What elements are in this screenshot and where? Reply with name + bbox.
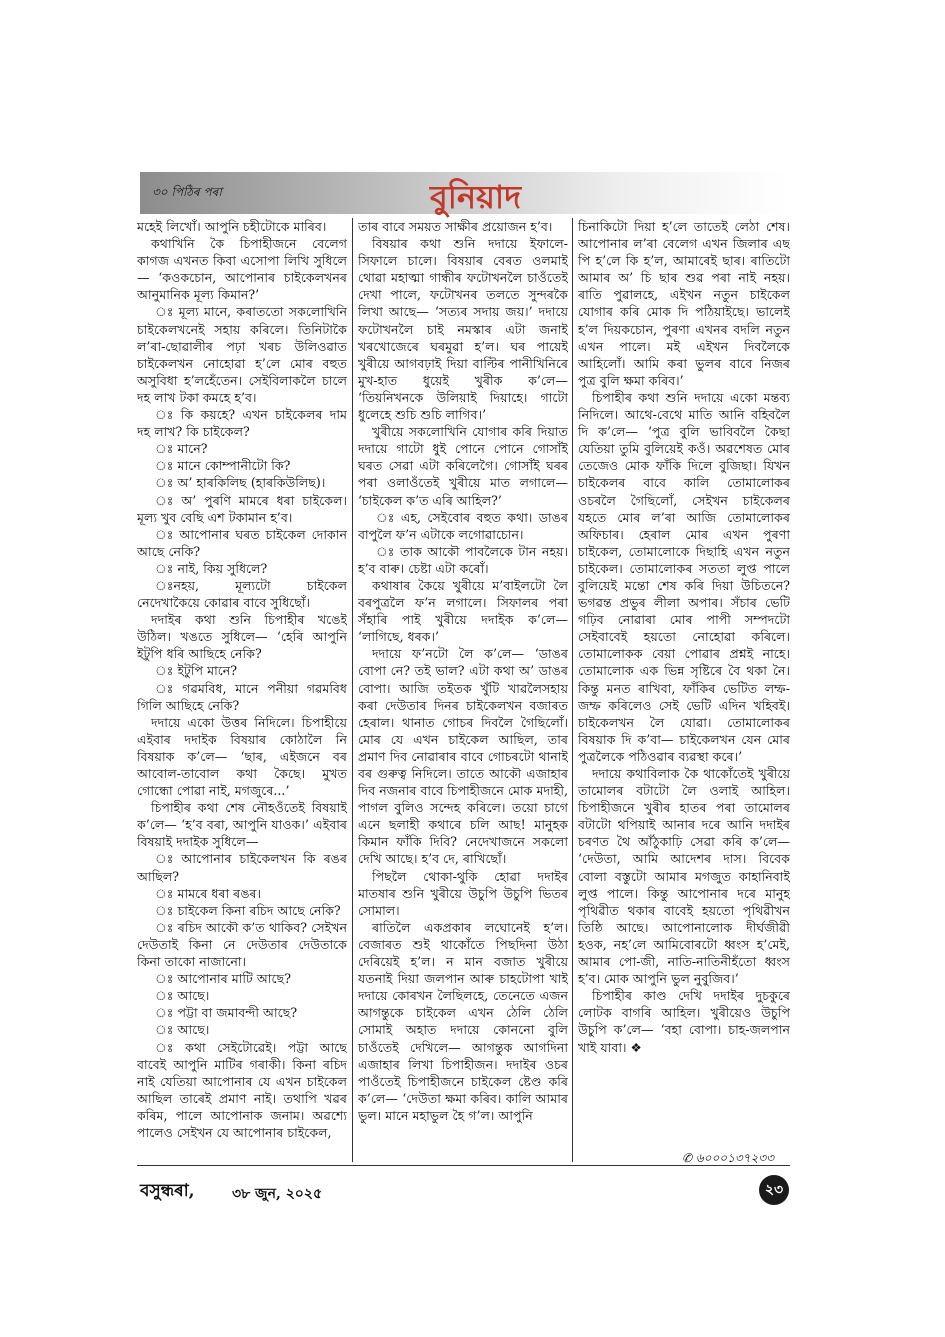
issue-date: ৩৮ জুন, ২০২৫ [232,1186,323,1202]
paragraph: ঃ আপোনাৰ ঘৰত চাইকেল দোকান আছে নেকি? [137,526,347,559]
paragraph: ঃ ৰচিদ আকৌ ক’ত থাকিব? সেইখন দেউতাই কিনা নে দেউতাৰ দেউতাকে কিনা তাকো নাজানো। [137,919,347,970]
paragraph: ঃ আপোনাৰ মাটি আছে? [155,971,291,987]
paragraph: পিছলৈ থোকা-থুকি হোৱা দদাইৰ মাতষাৰ শুনি খুৰীয়ে উচুপি উচুপি ভিতৰ সোমাল। [358,868,568,918]
magazine-name: বসুন্ধৰা, [140,1181,195,1201]
paragraph: দদাইৰ কথা শুনি চিপাহীৰ খঙেই উঠিল। খঙতে সুধিলে— ‘হেৰি আপুনি ইটুপি ধৰি আছিহে নেকি? [137,612,347,662]
paragraph: বিষয়াৰ কথা শুনি দদায়ে ইফালে-সিফালে চালে। বিষয়াৰ বেৰত ওলমাই থোৱা মহাত্মা গান্ধীৰ ফটোখনলৈ চাওঁতেই দেখা পালে, ফটোখনৰ তলতে সুন্দৰকৈ লিখা আছে— ‘সত্যৰ সদায় জয়।’ দদায়ে ফটোখনলৈ চাই নমস্কাৰ এটা জনাই খৰখোজেৰে ঘৰমুৱা হ’ল। ঘৰ পায়েই খুৰীয়ে আগবঢ়াই দিয়া বাল্টিৰ পানীখিনিৰে মুখ-হাত ধুয়েই খুৰীক ক’লে— ‘তিয়নিখনকে উলিয়াই দিয়াহে। গাটো ধুলেহে শুচি শুচি লাগিব।’ [358,236,568,423]
paragraph: ঃ কি কয়হে? এখন চাইকেলৰ দাম দহ লাখ? কি চাইকেল? [137,407,347,440]
paragraph: ঃ তাক আকৌ পাবলৈকে টান নহয়। হ’ব বাৰু। চেষ্টা এটা কৰোঁ। [358,543,568,576]
paragraph: ঃ পট্টা বা জমাবন্দী আছে? [155,1005,298,1021]
continued-from-label: ৩০ পিঠিৰ পৰা [152,185,222,199]
paragraph: কথাষাৰ কৈয়ে খুৰীয়ে ম’বাইলটো লৈ বৰপুত্ৰলৈ ফ’ন লগালে। সিফালৰ পৰা সঁহাৰি পাই খুৰীয়ে দদাইক ক’লে— ‘লাগিছে, ধৰক।’ [358,577,568,645]
paragraph: ঃ মামৰে ধৰা ৰঙৰ। [155,885,262,901]
paragraph: মহেই লিখোঁ। আপুনি চহীটোকে মাৰিব। [137,219,327,234]
paragraph: ঃ মানে? [155,441,208,457]
paragraph: ঃ এহ, সেইবোৰ বহুত কথা। ডাঙৰ বাপুলৈ ফ’ন এটাকে লগোৱাচোন। [358,509,568,542]
paragraph: খুৰীয়ে সকলোখিনি যোগাৰ কৰি দিয়াত দদায়ে গাটো ধুই পোনে পোনে গোসাঁই ঘৰত সেৱা এটা কৰিলেগৈ। গোসাঁই ঘৰৰ পৰা ওলাওঁতেই খুৰীয়ে মাত লগালে— ‘চাইকেল ক’ত এৰি আহিল?’ [358,424,568,508]
text-column-2 [358,218,568,1163]
paragraph: তাৰ বাবে সময়ত সাক্ষীৰ প্ৰয়োজন হ’ব। [358,219,553,234]
paragraph: দদায়ে কথাবিলাক কৈ থাকোঁতেই খুৰীয়ে তামোলৰ বটাটো লৈ ওলাই আহিল। চিপাহীজনে খুৰীৰ হাতৰ পৰা তামোলৰ বটাটো থপিয়াই আনাৰ দৰে আনি দদাইৰ চৰণত থৈ আঁঠুকাঢ়ি সেৱা কৰি ক’লে— ‘দেউতা, আমি আদেশৰ দাস। বিবেক বোলা বস্তুটো আমাৰ মগজুত কাহানিবাই লুপ্ত পালে। কিন্তু আপোনাৰ দৰে মানুহ পৃথিৱীত থকাৰ বাবেই হয়তো পৃথিৱীখন তিষ্ঠি আছে। আপোনালোক দীৰ্ঘজীৱী হওক, নহ’লে আমিবোৰটো ধ্বংস হ’মেই, আমাৰ পো-জী, নাতি-নাতিনীহঁতো ধ্বংস হ’ব। মোক আপুনি ভুল নুবুজিব।’ [578,766,790,987]
paragraph: ৰাতিলৈ একপ্ৰকাৰ লঘোনেই হ’ল। বেজাৰত শুই থাকোঁতে পিছদিনা উঠা দেৰিয়েই হ’ল। ন মান বজাত খুৰীয়ে যতনাই দিয়া জলপান আৰু চাহটোপা খাই দদায়ে কোৰখন লৈছিলহে, তেনেতে এজন আগন্তুকে চাইকেল এখন ঠেলি ঠেলি সোমাই অহাত দদায়ে কোননো বুলি চাওঁতেই দেখিলে— আগন্তুক আগদিনা এজাহাৰ লিখা চিপাহীজন। দদাইৰ ওচৰ পাওঁতেই চিপাহীজনে চাইকেল ষ্টেণ্ড কৰি ক’লে— ‘দেউতা ক্ষমা কৰিব। কালি আমাৰ ভুল। মানে মহাভুল হৈ গ’ল। আপুনি [358,919,568,1123]
text-column-1 [137,218,347,1163]
paragraph: ঃ ইটুপি মানে? [155,663,238,679]
paragraph: ঃনহয়, মূল্যটো চাইকেল নেদেখাকৈয়ে কোৱাৰ বাবে সুধিছোঁ। [137,577,347,611]
paragraph: দদায়ে একো উত্তৰ নিদিলে। চিপাহীয়ে এইবাৰ দদাইক বিষয়াৰ কোঠালৈ নি বিষয়াক ক’লে— ‘ছাৰ, এইজনে বৰ আবোল-তাবোল কথা কৈছে। মুখত গোন্ধো পোৱা নাই, মগজুৰে...’ [137,714,347,799]
paragraph: চিপাহীৰ কথা শুনি দদায়ে একো মন্তব্য নিদিলে। আথে-বেথে মাতি আনি বহিবলৈ দি ক’লে— ‘পুত্ৰ বুলি ভাবিবলৈ কৈছা যেতিয়া তুমি বুলিয়েই কওঁ। অৱশেষত মোৰ তেজেও মোক ফাঁকি দিলে বুজিছা। যিখন চাইকেলৰ বাবে কালি তোমালোকৰ ওচৰলৈ গৈছিলোঁ, সেইখন চাইকেলৰ যহতে মোৰ ল’ৰা আজি তোমালোকৰ অফিচাৰ। হেৰাল মোৰ এখন পুৰণা চাইকেল, তোমালোকে দিছাহি এখন নতুন চাইকেল। তোমালোকৰ সততা লুপ্ত পালে বুলিয়েই মন্তো শেষ কৰি দিয়া উচিতনে? ভগৱন্ত প্ৰভুৰ লীলা অপাৰ। সঁচাৰ ভেটি গঢ়িব নোৱাৰা মোৰ পাপী সম্পদটো সেইবাবেই হয়তো নোহোৱা কৰিলে। তোমালোকক বেয়া পোৱাৰ প্ৰশ্নই নাহে। তোমালোক এক ভিন্ন সৃষ্টিৰে বৈ থকা নৈ। কিন্তু মনত ৰাখিবা, ফাঁকিৰ ভেটিত লম্ফ-জম্ফ কৰিলেও সেই ভেটি এদিন খহিবই। চাইকেলখন লৈ যোৱা। তোমালোকৰ বিষয়াক দি ক’বা— চাইকেলখন যেন মোৰ পুত্ৰলৈকে পঠিওৱাৰ ব্যৱস্থা কৰে।’ [578,389,790,764]
page-number-badge: ২৩ [759,1175,789,1205]
paragraph: কথাখিনি কৈ চিপাহীজনে বেলেগ কাগজ এখনত কিবা এসোপা লিখি সুধিলে— ‘কওকচোন, আপোনাৰ চাইকেলখনৰ আনুমানিক মূল্য কিমান?’ [137,236,347,303]
paragraph: ঃ কথা সেইটোৱেই। পট্টা আছে বাবেই আপুনি মাটিৰ গৰাকী। কিনা ৰচিদ নাই যেতিয়া আপোনাৰ যে এখন চাইকেল আছিল তাৰেই প্ৰমাণ নাই। তথাপি খৱৰ কৰিম, পালে আপোনাক জনাম। অৱশ্যে পালেও সেইখন যে আপোনাৰ চাইকেল, [137,1039,347,1140]
paragraph: ঃ আপোনাৰ চাইকেলখন কি ৰঙৰ আছিল? [137,851,347,884]
story-title: বুনিয়াদ [430,178,522,216]
paragraph: ঃ আছে। [155,1022,210,1038]
paragraph: ঃ নাই, কিয় সুধিলে? [155,560,268,576]
column-divider [572,218,573,1162]
paragraph: ঃ আছে। [155,988,210,1004]
paragraph: ঃ গৱমবিধ, মানে পনীয়া গৱমবিধ গিলি আছিহে নেকি? [137,680,347,713]
column-divider [352,218,353,1162]
paragraph: চিপাহীৰ কথা শেষ নৌহওঁতেই বিষয়াই ক’লে— ‘হ’ব বৰা, আপুনি যাওক।’ এইবাৰ বিষয়াই দদাইক সুধিলে— [137,800,347,850]
footer-rule [137,1165,790,1166]
text-column-3 [578,218,790,1138]
paragraph: চিপাহীৰ কাণ্ড দেখি দদাইৰ দুচকুৰে লোটক বাগৰি আহিল। খুৰীয়েও উচুপি উচুপি ক’লে— ‘বহা বোপা। চাহ-জলপান খাই যাবা। ❖ [578,988,790,1055]
paragraph: ঃ মানে কোম্পানীটো কি? [155,458,291,474]
paragraph: ঃ মূল্য মানে, কৰাততো সকলোখিনি চাইকেলখনেই সহায় কৰিলে। তিনিটাকৈ ল’ৰা-ছোৱালীৰ পঢ়া খৰচ উলিওৱাত চাইকেলখন নোহোৱা হ’লে মোৰ বহুত অসুবিধা হ’লহেঁতেন। সেইবিলাকলৈ চালে দহ লাখ টকা কমহে হ’ব। [137,304,347,405]
paragraph: ঃ অ’ হাৰকিলিছ (হাৰকিউলিছ)। [155,475,326,491]
paragraph: দদায়ে ফ’নটো লৈ ক’লে— ‘ডাঙৰ বোপা নে? তই ভাল? এটা কথা অ’ ডাঙৰ বোপা। আজি তইতক খুঁটি খাৱলৈসহায় কৰা দেউতাৰ দিনৰ চাইকেলখন বজাৰত হেৰাল। থানাত গোচৰ দিবলৈ গৈছিলোঁ। মোৰ যে এখন চাইকেল আছিল, তাৰ প্ৰমাণ দিব নোৱাৰাৰ বাবে গোচৰটো থানাই বৰ গুৰুত্ব নিদিলে। তাতে আকৌ এজাহাৰ দিব নজনাৰ বাবে চিপাহীজনে মোক মদাহী, পাগল বুলিও সন্দেহ কৰিলে। তয়ো চাগে এনে ছলাহী কথাৰে চলি আছ! মানুহক কিমান ফাঁকি দিবি? নেদেখাজনে সকলো দেখি আছে। হ’ব দে, ৰাখিছোঁ। [358,646,568,867]
author-phone: ✆ ৬০০০১৩৭২৩৩ [682,1151,774,1165]
paragraph: চিনাকিটো দিয়া হ’লে তাতেই লেঠা শেষ। আপোনাৰ ল’ৰা বেলেগ এখন জিলাৰ এছ পি হ’লে কি হ’ল, আমাৰেই ছাৰ। ৰাতিটো আমাৰ অ’ চি ছাৰ শুৱ পৰা নাই নহয়। ৰাতি পুৱালহে, এইখন নতুন চাইকেল যোগাৰ কৰি মোক দি পঠিয়াইছে। ভালেই হ’ল দিয়কচোন, পুৰণা এখনৰ বদলি নতুন এখন পালে। মই এইখন দিবলৈকে আহিলোঁ। আমি কৰা ভুলৰ বাবে নিজৰ পুত্ৰ বুলি ক্ষমা কৰিব।’ [578,219,790,388]
paragraph: ঃ অ’ পুৰণি মামৰে ধৰা চাইকেল। মূল্য খুব বেছি এশ টকামান হ’ব। [137,492,347,525]
paragraph: ঃ চাইকেল কিনা ৰচিদ আছে নেকি? [155,902,341,918]
